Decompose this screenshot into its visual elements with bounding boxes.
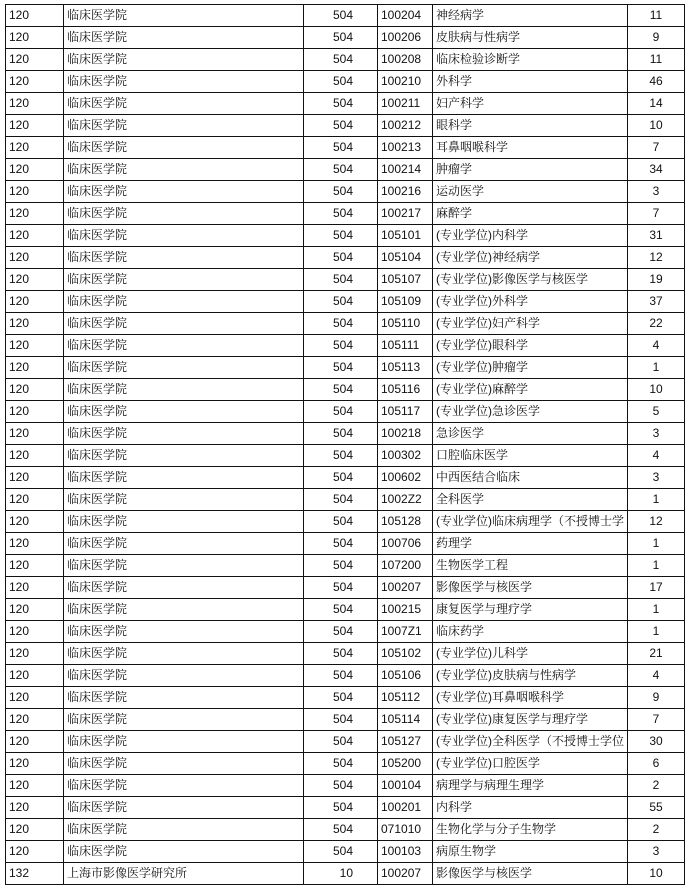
count-cell[interactable]: 3 <box>628 467 685 489</box>
unit-code-cell[interactable]: 504 <box>304 533 378 555</box>
dept-code-cell[interactable]: 120 <box>6 621 64 643</box>
count-cell[interactable]: 12 <box>628 511 685 533</box>
major-code-cell[interactable]: 100602 <box>378 467 433 489</box>
table-row <box>6 599 685 621</box>
count-cell[interactable]: 11 <box>628 49 685 71</box>
unit-code-cell[interactable]: 504 <box>304 709 378 731</box>
dept-name-cell[interactable]: 临床医学院 <box>64 753 304 775</box>
major-code-cell[interactable]: 100215 <box>378 599 433 621</box>
count-cell[interactable]: 10 <box>628 115 685 137</box>
table-row <box>6 775 685 797</box>
table-row <box>6 291 685 313</box>
major-code-cell[interactable]: 100210 <box>378 71 433 93</box>
unit-code-cell[interactable]: 504 <box>304 181 378 203</box>
dept-code-cell[interactable]: 120 <box>6 423 64 445</box>
count-cell[interactable]: 6 <box>628 753 685 775</box>
count-cell[interactable]: 55 <box>628 797 685 819</box>
major-name-cell[interactable]: 生物医学工程 <box>433 555 628 577</box>
major-code-cell[interactable]: 100217 <box>378 203 433 225</box>
count-cell[interactable]: 3 <box>628 423 685 445</box>
table-row <box>6 115 685 137</box>
unit-code-cell[interactable]: 504 <box>304 555 378 577</box>
spreadsheet <box>5 4 685 885</box>
major-code-cell[interactable]: 107200 <box>378 555 433 577</box>
dept-code-cell[interactable]: 120 <box>6 247 64 269</box>
dept-code-cell[interactable]: 120 <box>6 555 64 577</box>
unit-code-cell[interactable]: 504 <box>304 687 378 709</box>
dept-name-cell[interactable]: 临床医学院 <box>64 621 304 643</box>
major-name-cell[interactable]: 影像医学与核医学 <box>433 863 628 885</box>
count-cell[interactable]: 14 <box>628 93 685 115</box>
unit-code-cell[interactable]: 504 <box>304 797 378 819</box>
major-name-cell[interactable]: 口腔临床医学 <box>433 445 628 467</box>
unit-code-cell[interactable]: 504 <box>304 841 378 863</box>
dept-name-cell[interactable]: 临床医学院 <box>64 555 304 577</box>
major-code-cell[interactable]: 105111 <box>378 335 433 357</box>
dept-code-cell[interactable]: 120 <box>6 467 64 489</box>
unit-code-cell[interactable]: 504 <box>304 247 378 269</box>
major-code-cell[interactable]: 100206 <box>378 27 433 49</box>
major-name-cell[interactable]: (专业学位)眼科学 <box>433 335 628 357</box>
table-row <box>6 203 685 225</box>
dept-name-cell[interactable]: 临床医学院 <box>64 313 304 335</box>
major-code-cell[interactable]: 071010 <box>378 819 433 841</box>
dept-code-cell[interactable]: 120 <box>6 159 64 181</box>
dept-name-cell[interactable]: 临床医学院 <box>64 467 304 489</box>
table-row <box>6 247 685 269</box>
dept-name-cell[interactable]: 临床医学院 <box>64 357 304 379</box>
unit-code-cell[interactable]: 504 <box>304 753 378 775</box>
table-row <box>6 71 685 93</box>
table-row <box>6 467 685 489</box>
table-row <box>6 797 685 819</box>
dept-name-cell[interactable]: 临床医学院 <box>64 247 304 269</box>
dept-code-cell[interactable]: 120 <box>6 709 64 731</box>
dept-name-cell[interactable]: 临床医学院 <box>64 599 304 621</box>
major-name-cell[interactable]: (专业学位)肿瘤学 <box>433 357 628 379</box>
major-name-cell[interactable]: 病理学与病理生理学 <box>433 775 628 797</box>
dept-code-cell[interactable]: 120 <box>6 115 64 137</box>
unit-code-cell[interactable]: 504 <box>304 71 378 93</box>
major-name-cell[interactable]: 神经病学 <box>433 5 628 27</box>
dept-code-cell[interactable]: 120 <box>6 401 64 423</box>
unit-code-cell[interactable]: 504 <box>304 49 378 71</box>
dept-code-cell[interactable]: 120 <box>6 687 64 709</box>
table-row <box>6 159 685 181</box>
unit-code-cell[interactable]: 504 <box>304 357 378 379</box>
major-code-cell[interactable]: 105112 <box>378 687 433 709</box>
count-cell[interactable]: 7 <box>628 709 685 731</box>
unit-code-cell[interactable]: 504 <box>304 291 378 313</box>
dept-name-cell[interactable]: 临床医学院 <box>64 401 304 423</box>
dept-name-cell[interactable]: 上海市影像医学研究所 <box>64 863 304 885</box>
count-cell[interactable]: 1 <box>628 621 685 643</box>
major-code-cell[interactable]: 105117 <box>378 401 433 423</box>
unit-code-cell[interactable]: 504 <box>304 269 378 291</box>
unit-code-cell[interactable]: 504 <box>304 775 378 797</box>
count-cell[interactable]: 7 <box>628 137 685 159</box>
dept-name-cell[interactable]: 临床医学院 <box>64 49 304 71</box>
count-cell[interactable]: 46 <box>628 71 685 93</box>
table-row <box>6 423 685 445</box>
unit-code-cell[interactable]: 504 <box>304 401 378 423</box>
count-cell[interactable]: 10 <box>628 379 685 401</box>
major-name-cell[interactable]: (专业学位)妇产科学 <box>433 313 628 335</box>
count-cell[interactable]: 10 <box>628 863 685 885</box>
major-code-cell[interactable]: 100706 <box>378 533 433 555</box>
major-code-cell[interactable]: 105114 <box>378 709 433 731</box>
dept-name-cell[interactable]: 临床医学院 <box>64 137 304 159</box>
major-code-cell[interactable]: 1007Z1 <box>378 621 433 643</box>
dept-name-cell[interactable]: 临床医学院 <box>64 379 304 401</box>
dept-name-cell[interactable]: 临床医学院 <box>64 423 304 445</box>
major-name-cell[interactable]: 康复医学与理疗学 <box>433 599 628 621</box>
major-name-cell[interactable]: (专业学位)影像医学与核医学 <box>433 269 628 291</box>
table-row <box>6 731 685 753</box>
dept-name-cell[interactable]: 临床医学院 <box>64 819 304 841</box>
dept-name-cell[interactable]: 临床医学院 <box>64 665 304 687</box>
dept-name-cell[interactable]: 临床医学院 <box>64 775 304 797</box>
table-row <box>6 137 685 159</box>
major-code-cell[interactable]: 105116 <box>378 379 433 401</box>
major-name-cell[interactable]: 外科学 <box>433 71 628 93</box>
major-name-cell[interactable]: 肿瘤学 <box>433 159 628 181</box>
count-cell[interactable]: 3 <box>628 181 685 203</box>
major-code-cell[interactable]: 105109 <box>378 291 433 313</box>
major-name-cell[interactable]: (专业学位)临床病理学（不授博士学 <box>433 511 628 533</box>
major-code-cell[interactable]: 100213 <box>378 137 433 159</box>
count-cell[interactable]: 11 <box>628 5 685 27</box>
major-name-cell[interactable]: (专业学位)麻醉学 <box>433 379 628 401</box>
major-name-cell[interactable]: 病原生物学 <box>433 841 628 863</box>
table-row <box>6 49 685 71</box>
unit-code-cell[interactable]: 504 <box>304 27 378 49</box>
table-row <box>6 401 685 423</box>
count-cell[interactable]: 7 <box>628 203 685 225</box>
unit-code-cell[interactable]: 504 <box>304 511 378 533</box>
major-code-cell[interactable]: 100204 <box>378 5 433 27</box>
major-name-cell[interactable]: (专业学位)康复医学与理疗学 <box>433 709 628 731</box>
major-code-cell[interactable]: 105127 <box>378 731 433 753</box>
dept-code-cell[interactable]: 120 <box>6 181 64 203</box>
table-body <box>6 5 685 885</box>
major-code-cell[interactable]: 105113 <box>378 357 433 379</box>
unit-code-cell[interactable]: 504 <box>304 489 378 511</box>
unit-code-cell[interactable]: 504 <box>304 643 378 665</box>
major-name-cell[interactable]: 妇产科学 <box>433 93 628 115</box>
count-cell[interactable]: 17 <box>628 577 685 599</box>
unit-code-cell[interactable]: 504 <box>304 225 378 247</box>
dept-code-cell[interactable]: 120 <box>6 203 64 225</box>
count-cell[interactable]: 5 <box>628 401 685 423</box>
table-row <box>6 489 685 511</box>
major-code-cell[interactable]: 100207 <box>378 863 433 885</box>
dept-name-cell[interactable]: 临床医学院 <box>64 687 304 709</box>
dept-name-cell[interactable]: 临床医学院 <box>64 115 304 137</box>
table-row <box>6 357 685 379</box>
dept-name-cell[interactable]: 临床医学院 <box>64 445 304 467</box>
major-code-cell[interactable]: 105107 <box>378 269 433 291</box>
unit-code-cell[interactable]: 504 <box>304 5 378 27</box>
dept-name-cell[interactable]: 临床医学院 <box>64 71 304 93</box>
table-row <box>6 709 685 731</box>
table-row <box>6 379 685 401</box>
major-code-cell[interactable]: 100211 <box>378 93 433 115</box>
dept-name-cell[interactable]: 临床医学院 <box>64 577 304 599</box>
major-code-cell[interactable]: 105110 <box>378 313 433 335</box>
major-name-cell[interactable]: 中西医结合临床 <box>433 467 628 489</box>
count-cell[interactable]: 37 <box>628 291 685 313</box>
major-name-cell[interactable]: (专业学位)全科医学（不授博士学位 <box>433 731 628 753</box>
unit-code-cell[interactable]: 504 <box>304 599 378 621</box>
unit-code-cell[interactable]: 504 <box>304 313 378 335</box>
dept-code-cell[interactable]: 120 <box>6 599 64 621</box>
count-cell[interactable]: 1 <box>628 533 685 555</box>
major-name-cell[interactable]: 临床检验诊断学 <box>433 49 628 71</box>
enrollment-table <box>5 4 685 885</box>
dept-name-cell[interactable]: 临床医学院 <box>64 225 304 247</box>
table-row <box>6 753 685 775</box>
major-name-cell[interactable]: (专业学位)皮肤病与性病学 <box>433 665 628 687</box>
dept-code-cell[interactable]: 120 <box>6 225 64 247</box>
dept-name-cell[interactable]: 临床医学院 <box>64 27 304 49</box>
dept-name-cell[interactable]: 临床医学院 <box>64 643 304 665</box>
major-name-cell[interactable]: 急诊医学 <box>433 423 628 445</box>
dept-name-cell[interactable]: 临床医学院 <box>64 335 304 357</box>
dept-code-cell[interactable]: 120 <box>6 313 64 335</box>
dept-code-cell[interactable]: 120 <box>6 269 64 291</box>
unit-code-cell[interactable]: 504 <box>304 115 378 137</box>
dept-name-cell[interactable]: 临床医学院 <box>64 709 304 731</box>
count-cell[interactable]: 12 <box>628 247 685 269</box>
dept-code-cell[interactable]: 120 <box>6 797 64 819</box>
table-row <box>6 27 685 49</box>
dept-name-cell[interactable]: 临床医学院 <box>64 841 304 863</box>
major-code-cell[interactable]: 100104 <box>378 775 433 797</box>
table-row <box>6 511 685 533</box>
dept-code-cell[interactable]: 120 <box>6 137 64 159</box>
count-cell[interactable]: 30 <box>628 731 685 753</box>
unit-code-cell[interactable]: 504 <box>304 93 378 115</box>
major-code-cell[interactable]: 100302 <box>378 445 433 467</box>
table-row <box>6 643 685 665</box>
unit-code-cell[interactable]: 504 <box>304 335 378 357</box>
dept-code-cell[interactable]: 120 <box>6 5 64 27</box>
table-row <box>6 445 685 467</box>
dept-code-cell[interactable]: 120 <box>6 753 64 775</box>
count-cell[interactable]: 1 <box>628 555 685 577</box>
major-code-cell[interactable]: 105128 <box>378 511 433 533</box>
dept-code-cell[interactable]: 120 <box>6 775 64 797</box>
major-code-cell[interactable]: 105106 <box>378 665 433 687</box>
count-cell[interactable]: 9 <box>628 687 685 709</box>
dept-name-cell[interactable]: 临床医学院 <box>64 533 304 555</box>
major-code-cell[interactable]: 100208 <box>378 49 433 71</box>
major-name-cell[interactable]: 影像医学与核医学 <box>433 577 628 599</box>
count-cell[interactable]: 9 <box>628 27 685 49</box>
unit-code-cell[interactable]: 504 <box>304 379 378 401</box>
dept-code-cell[interactable]: 120 <box>6 819 64 841</box>
count-cell[interactable]: 1 <box>628 357 685 379</box>
count-cell[interactable]: 34 <box>628 159 685 181</box>
table-row <box>6 665 685 687</box>
table-row <box>6 555 685 577</box>
table-row <box>6 863 685 885</box>
table-row <box>6 577 685 599</box>
dept-name-cell[interactable]: 临床医学院 <box>64 203 304 225</box>
major-name-cell[interactable]: 临床药学 <box>433 621 628 643</box>
count-cell[interactable]: 2 <box>628 819 685 841</box>
count-cell[interactable]: 2 <box>628 775 685 797</box>
unit-code-cell[interactable]: 504 <box>304 445 378 467</box>
dept-name-cell[interactable]: 临床医学院 <box>64 731 304 753</box>
dept-code-cell[interactable]: 120 <box>6 643 64 665</box>
table-row <box>6 687 685 709</box>
count-cell[interactable]: 3 <box>628 841 685 863</box>
unit-code-cell[interactable]: 504 <box>304 159 378 181</box>
major-name-cell[interactable]: 眼科学 <box>433 115 628 137</box>
major-name-cell[interactable]: 运动医学 <box>433 181 628 203</box>
unit-code-cell[interactable]: 504 <box>304 665 378 687</box>
table-row <box>6 841 685 863</box>
dept-name-cell[interactable]: 临床医学院 <box>64 291 304 313</box>
dept-name-cell[interactable]: 临床医学院 <box>64 159 304 181</box>
major-code-cell[interactable]: 100103 <box>378 841 433 863</box>
count-cell[interactable]: 1 <box>628 599 685 621</box>
major-name-cell[interactable]: 耳鼻咽喉科学 <box>433 137 628 159</box>
unit-code-cell[interactable]: 504 <box>304 577 378 599</box>
major-code-cell[interactable]: 100201 <box>378 797 433 819</box>
dept-name-cell[interactable]: 临床医学院 <box>64 5 304 27</box>
dept-code-cell[interactable]: 120 <box>6 533 64 555</box>
table-row <box>6 269 685 291</box>
table-row <box>6 313 685 335</box>
unit-code-cell[interactable]: 504 <box>304 467 378 489</box>
dept-code-cell[interactable]: 120 <box>6 71 64 93</box>
table-row <box>6 533 685 555</box>
dept-code-cell[interactable]: 120 <box>6 665 64 687</box>
dept-code-cell[interactable]: 120 <box>6 291 64 313</box>
unit-code-cell[interactable]: 504 <box>304 423 378 445</box>
major-code-cell[interactable]: 105102 <box>378 643 433 665</box>
count-cell[interactable]: 31 <box>628 225 685 247</box>
major-name-cell[interactable]: (专业学位)外科学 <box>433 291 628 313</box>
dept-name-cell[interactable]: 临床医学院 <box>64 181 304 203</box>
dept-code-cell[interactable]: 120 <box>6 489 64 511</box>
dept-code-cell[interactable]: 120 <box>6 731 64 753</box>
major-code-cell[interactable]: 105200 <box>378 753 433 775</box>
major-code-cell[interactable]: 100216 <box>378 181 433 203</box>
major-name-cell[interactable]: 麻醉学 <box>433 203 628 225</box>
count-cell[interactable]: 4 <box>628 665 685 687</box>
count-cell[interactable]: 19 <box>628 269 685 291</box>
dept-name-cell[interactable]: 临床医学院 <box>64 269 304 291</box>
table-row <box>6 621 685 643</box>
major-name-cell[interactable]: (专业学位)儿科学 <box>433 643 628 665</box>
dept-name-cell[interactable]: 临床医学院 <box>64 797 304 819</box>
count-cell[interactable]: 4 <box>628 335 685 357</box>
count-cell[interactable]: 4 <box>628 445 685 467</box>
dept-code-cell[interactable]: 120 <box>6 379 64 401</box>
major-name-cell[interactable]: (专业学位)耳鼻咽喉科学 <box>433 687 628 709</box>
table-row <box>6 225 685 247</box>
dept-code-cell[interactable]: 132 <box>6 863 64 885</box>
dept-name-cell[interactable]: 临床医学院 <box>64 93 304 115</box>
dept-code-cell[interactable]: 120 <box>6 335 64 357</box>
dept-name-cell[interactable]: 临床医学院 <box>64 489 304 511</box>
major-name-cell[interactable]: 药理学 <box>433 533 628 555</box>
major-name-cell[interactable]: 全科医学 <box>433 489 628 511</box>
dept-code-cell[interactable]: 120 <box>6 93 64 115</box>
dept-code-cell[interactable]: 120 <box>6 27 64 49</box>
unit-code-cell[interactable]: 504 <box>304 621 378 643</box>
major-name-cell[interactable]: (专业学位)口腔医学 <box>433 753 628 775</box>
major-name-cell[interactable]: 内科学 <box>433 797 628 819</box>
dept-name-cell[interactable]: 临床医学院 <box>64 511 304 533</box>
count-cell[interactable]: 1 <box>628 489 685 511</box>
table-row <box>6 335 685 357</box>
dept-code-cell[interactable]: 120 <box>6 511 64 533</box>
count-cell[interactable]: 21 <box>628 643 685 665</box>
major-code-cell[interactable]: 1002Z2 <box>378 489 433 511</box>
unit-code-cell[interactable]: 10 <box>304 863 378 885</box>
major-name-cell[interactable]: (专业学位)内科学 <box>433 225 628 247</box>
table-row <box>6 181 685 203</box>
table-row <box>6 5 685 27</box>
major-code-cell[interactable]: 105101 <box>378 225 433 247</box>
dept-code-cell[interactable]: 120 <box>6 841 64 863</box>
major-code-cell[interactable]: 100218 <box>378 423 433 445</box>
table-row <box>6 819 685 841</box>
unit-code-cell[interactable]: 504 <box>304 203 378 225</box>
dept-code-cell[interactable]: 120 <box>6 577 64 599</box>
dept-code-cell[interactable]: 120 <box>6 49 64 71</box>
major-name-cell[interactable]: (专业学位)急诊医学 <box>433 401 628 423</box>
unit-code-cell[interactable]: 504 <box>304 819 378 841</box>
major-code-cell[interactable]: 100214 <box>378 159 433 181</box>
count-cell[interactable]: 22 <box>628 313 685 335</box>
unit-code-cell[interactable]: 504 <box>304 137 378 159</box>
major-code-cell[interactable]: 100212 <box>378 115 433 137</box>
major-name-cell[interactable]: 皮肤病与性病学 <box>433 27 628 49</box>
dept-code-cell[interactable]: 120 <box>6 445 64 467</box>
unit-code-cell[interactable]: 504 <box>304 731 378 753</box>
major-name-cell[interactable]: 生物化学与分子生物学 <box>433 819 628 841</box>
table-row <box>6 93 685 115</box>
major-code-cell[interactable]: 105104 <box>378 247 433 269</box>
major-code-cell[interactable]: 100207 <box>378 577 433 599</box>
major-name-cell[interactable]: (专业学位)神经病学 <box>433 247 628 269</box>
dept-code-cell[interactable]: 120 <box>6 357 64 379</box>
